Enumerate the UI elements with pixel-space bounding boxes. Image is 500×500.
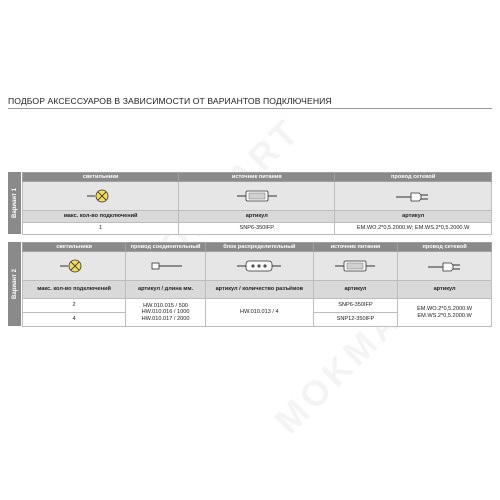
plug-icon xyxy=(427,259,463,273)
page-title: ПОДБОР АКСЕССУАРОВ В ЗАВИСИМОСТИ ОТ ВАРИАНТОВ ПОДКЛЮЧЕНИЯ xyxy=(8,96,332,106)
cell-cord-articles: EM.WO.2*0,5.2000.W EM.WS.2*0,5.2000.W xyxy=(398,299,492,327)
subheader-article: артикул xyxy=(335,211,492,223)
cell-block-article: HW.010.013 / 4 xyxy=(205,299,313,327)
header-power-supply: источник питания xyxy=(179,173,335,182)
subheader-article: артикул xyxy=(313,281,397,299)
header-connecting-wire: провод соединительный xyxy=(126,243,206,252)
cell-connections: 4 xyxy=(23,313,126,327)
cell-connections: 2 xyxy=(23,299,126,313)
subheader-max-connections: макс. кол-во подключений xyxy=(23,211,179,223)
subheader-article: артикул xyxy=(179,211,335,223)
header-lamps: светильники xyxy=(23,173,179,182)
cell-connections: 1 xyxy=(23,223,179,235)
power-supply-icon xyxy=(236,189,278,203)
header-mains-cord: провод сетевой xyxy=(335,173,492,182)
cell-wire-articles: HW.010.015 / 500 HW.010.016 / 1000 HW.010.017 / 2000 xyxy=(126,299,206,327)
subheader-article-length: артикул / длина мм. xyxy=(126,281,206,299)
subheader-max-connections: макс. кол-во подключений xyxy=(23,281,126,299)
variant-1-table xyxy=(8,172,492,234)
header-mains-cord: провод сетевой xyxy=(398,243,492,252)
header-lamps: светильники xyxy=(23,243,126,252)
lamp-icon xyxy=(86,188,116,204)
title-divider xyxy=(8,108,492,109)
lamp-icon xyxy=(59,258,89,274)
variant-2-label: Вариант 2 xyxy=(8,242,21,326)
distribution-block-icon xyxy=(236,258,282,274)
subheader-article: артикул xyxy=(398,281,492,299)
power-supply-icon xyxy=(334,259,376,273)
cell-psu-article: SNP6-350IFP xyxy=(179,223,335,235)
connector-cable-icon xyxy=(146,260,186,272)
variant-1-label: Вариант 1 xyxy=(8,172,21,234)
subheader-article-sockets: артикул / количество разъёмов xyxy=(205,281,313,299)
cell-psu-article: SNP12-350IFP xyxy=(313,313,397,327)
header-power-supply: источник питания xyxy=(313,243,397,252)
header-distribution-block: блок распределительный xyxy=(205,243,313,252)
cell-psu-article: SNP6-350IFP xyxy=(313,299,397,313)
variant-2-table xyxy=(8,242,492,326)
plug-icon xyxy=(395,189,431,203)
cell-cord-article: EM.WO.2*0,5.2000.W; EM.WS.2*0,5.2000.W xyxy=(335,223,492,235)
